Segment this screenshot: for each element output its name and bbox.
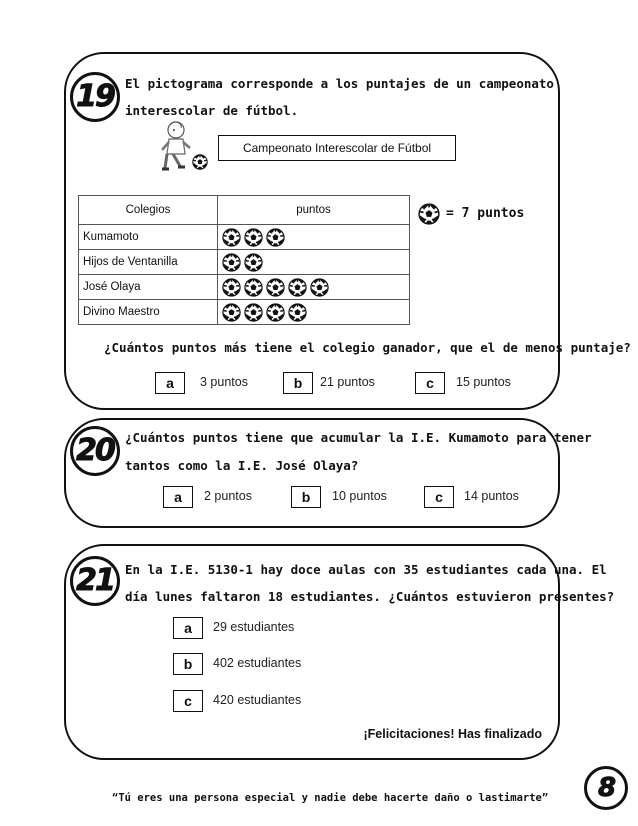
q20-option-b-box[interactable]: b	[291, 486, 321, 508]
chart-title: Campeonato Interescolar de Fútbol	[218, 135, 456, 161]
school-name: Hijos de Ventanilla	[79, 250, 218, 275]
q21-option-c-box[interactable]: c	[173, 690, 203, 712]
school-name: Divino Maestro	[79, 300, 218, 325]
legend-text: = 7 puntos	[446, 206, 525, 221]
soccer-ball-icon	[222, 253, 241, 272]
question-21-text-line1: En la I.E. 5130-1 hay doce aulas con 35 estudiantes cada una. El	[125, 562, 607, 577]
question-20-text-line1: ¿Cuántos puntos tiene que acumular la I.E. Kumamoto para tener	[125, 430, 592, 445]
table-row	[79, 275, 410, 300]
school-name: José Olaya	[79, 275, 218, 300]
soccer-ball-icon	[222, 228, 241, 247]
soccer-ball-icon	[288, 303, 307, 322]
question-21-number: 21	[70, 556, 120, 606]
q19-option-b-box[interactable]: b	[283, 372, 313, 394]
q19-option-a-text[interactable]: 3 puntos	[200, 375, 248, 389]
q21-option-a-text[interactable]: 29 estudiantes	[213, 620, 295, 634]
legend-ball-icon	[418, 203, 440, 225]
col-schools-header: Colegios	[79, 196, 218, 225]
page-number: 8	[584, 766, 628, 810]
points-cell	[218, 250, 410, 275]
q21-option-b-box[interactable]: b	[173, 653, 203, 675]
soccer-ball-icon	[266, 278, 285, 297]
q19-option-a-box[interactable]: a	[155, 372, 185, 394]
soccer-ball-icon	[222, 278, 241, 297]
soccer-ball-icon	[288, 278, 307, 297]
q21-option-b-text[interactable]: 402 estudiantes	[213, 656, 302, 670]
table-row	[79, 250, 410, 275]
soccer-ball-icon	[266, 303, 285, 322]
soccer-ball-icon	[222, 303, 241, 322]
points-cell	[218, 275, 410, 300]
q21-option-a-box[interactable]: a	[173, 617, 203, 639]
question-20-number: 20	[70, 426, 120, 476]
closing-message: ¡Felicitaciones! Has finalizado	[363, 727, 542, 741]
soccer-ball-icon	[244, 228, 263, 247]
question-19-text-line1: El pictograma corresponde a los puntajes de un campeonato	[125, 76, 554, 91]
soccer-player-icon	[160, 118, 210, 174]
soccer-ball-icon	[244, 253, 263, 272]
soccer-ball-icon	[266, 228, 285, 247]
soccer-ball-icon	[244, 278, 263, 297]
table-row	[79, 300, 410, 325]
soccer-ball-icon	[244, 303, 263, 322]
footer-quote: “Tú eres una persona especial y nadie debe hacerte daño o lastimarte”	[112, 792, 549, 804]
q21-option-c-text[interactable]: 420 estudiantes	[213, 693, 302, 707]
points-cell	[218, 225, 410, 250]
question-19-text-line2: interescolar de fútbol.	[125, 103, 299, 118]
soccer-ball-icon	[310, 278, 329, 297]
q19-option-c-text[interactable]: 15 puntos	[456, 375, 511, 389]
question-19-number: 19	[70, 72, 120, 122]
points-cell	[218, 300, 410, 325]
q19-option-c-box[interactable]: c	[415, 372, 445, 394]
q20-option-a-box[interactable]: a	[163, 486, 193, 508]
q20-option-b-text[interactable]: 10 puntos	[332, 489, 387, 503]
q20-option-a-text[interactable]: 2 puntos	[204, 489, 252, 503]
question-20-text-line2: tantos como la I.E. José Olaya?	[125, 458, 359, 473]
q19-option-b-text[interactable]: 21 puntos	[320, 375, 375, 389]
q20-option-c-box[interactable]: c	[424, 486, 454, 508]
q20-option-c-text[interactable]: 14 puntos	[464, 489, 519, 503]
col-points-header: puntos	[218, 196, 410, 225]
question-19-question: ¿Cuántos puntos más tiene el colegio ganador, que el de menos puntaje?	[104, 340, 631, 355]
question-21-text-line2: día lunes faltaron 18 estudiantes. ¿Cuántos estuvieron presentes?	[125, 589, 615, 604]
table-row	[79, 225, 410, 250]
school-name: Kumamoto	[79, 225, 218, 250]
pictogram-table	[78, 195, 410, 325]
